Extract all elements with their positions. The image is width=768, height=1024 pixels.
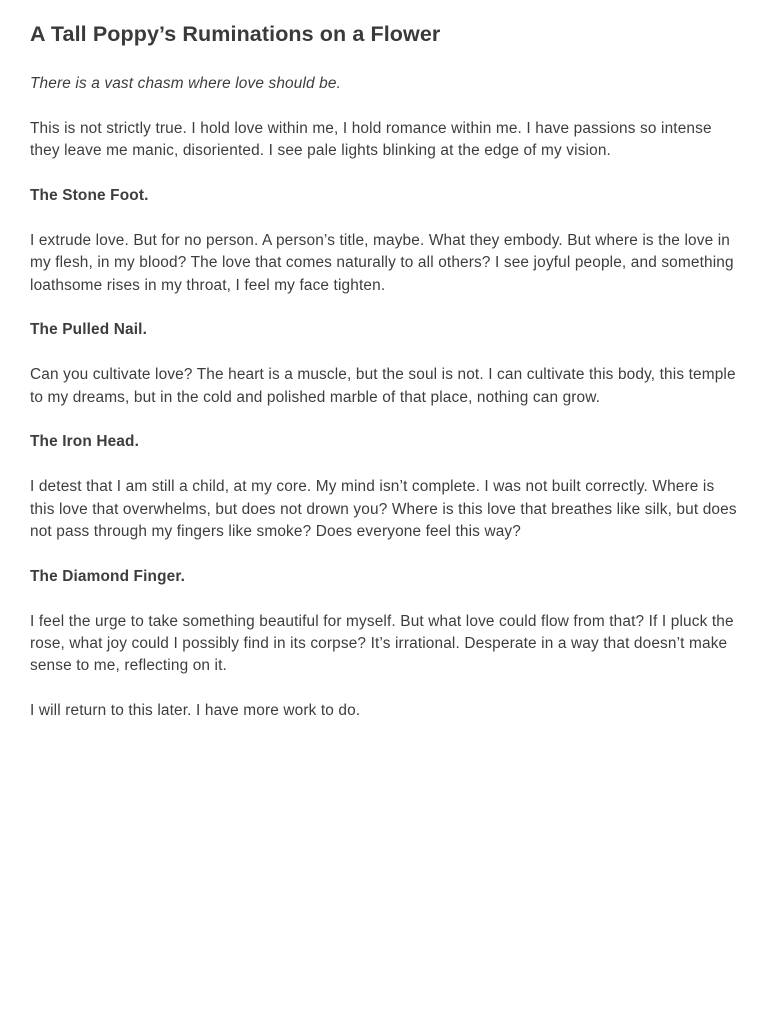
body-paragraph: This is not strictly true. I hold love within me, I hold romance within me. I have passions so intense they leave me manic, disoriented. I see pale lights blinking at the edge of my vision. — [30, 119, 712, 160]
section-heading: The Pulled Nail. — [30, 321, 147, 339]
body-paragraph: I extrude love. But for no person. A person’s title, maybe. What they embody. But where is the love in my flesh, in my blood? The love that comes naturally to all others? I see joyful people, and something loathsome rises in my throat, I feel my face tighten. — [30, 231, 734, 294]
body-paragraph: I feel the urge to take something beautiful for myself. But what love could flow from that? If I pluck the rose, what joy could I possibly find in its corpse? It’s irrational. Desperate in a way that doesn’t make sense to me, reflecting on it. — [30, 612, 734, 675]
section-heading: The Iron Head. — [30, 433, 139, 451]
closing-paragraph: I will return to this later. I have more work to do. — [30, 702, 361, 720]
body-paragraph: I detest that I am still a child, at my core. My mind isn’t complete. I was not built correctly. Where is this love that overwhelms, but does not drown you? Where is this love that breathes like silk, but does not pass through my fingers like smoke? Does everyone feel this way? — [30, 478, 737, 541]
page-title: A Tall Poppy’s Ruminations on a Flower — [30, 22, 441, 46]
opening-line: There is a vast chasm where love should be. — [30, 75, 341, 92]
section-heading: The Diamond Finger. — [30, 567, 186, 585]
body-paragraph: Can you cultivate love? The heart is a muscle, but the soul is not. I can cultivate this body, this temple to my dreams, but in the cold and polished marble of that place, nothing can grow. — [30, 366, 736, 406]
section-heading: The Stone Foot. — [30, 187, 149, 204]
